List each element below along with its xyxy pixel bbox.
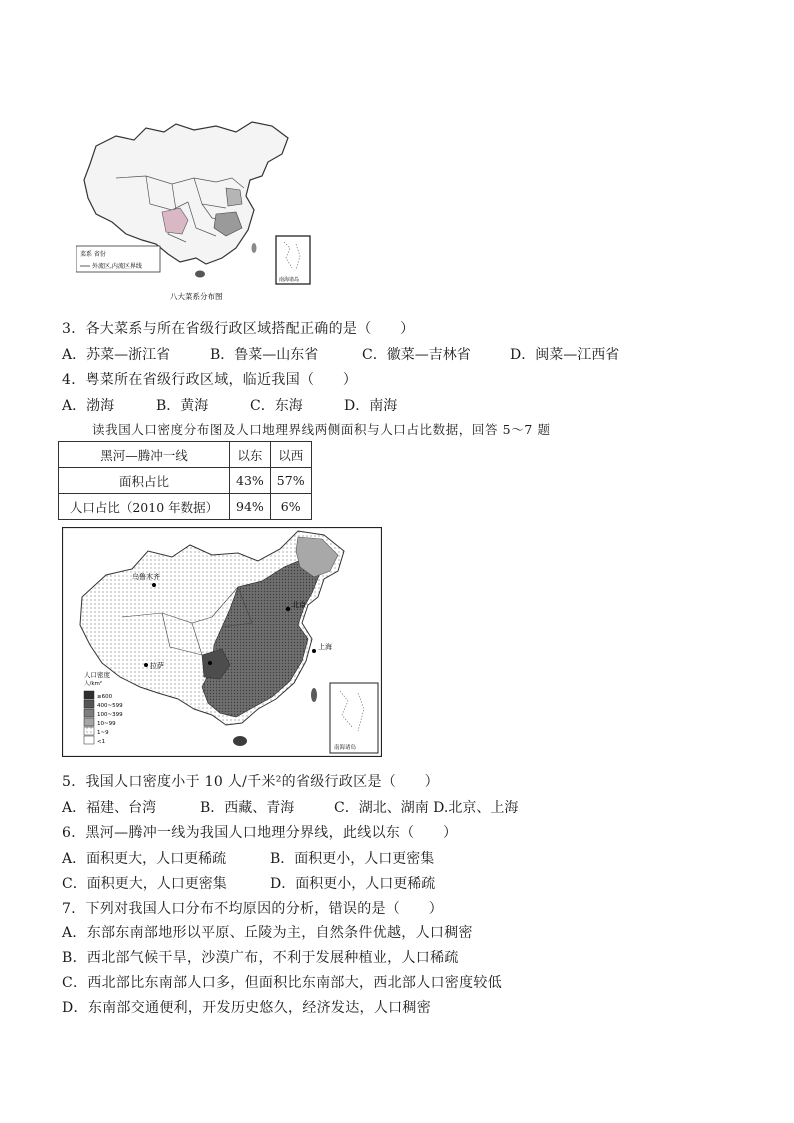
- map2-legend-item: 1~9: [97, 730, 109, 736]
- map2-legend-unit: 人/km²: [84, 681, 103, 687]
- table-row: [59, 468, 312, 494]
- q4-option-b: B．黄海: [156, 398, 209, 414]
- table-cell: 43%: [230, 468, 271, 494]
- map2-legend-item: ≥600: [97, 694, 113, 700]
- city-label-beijing: 北京: [292, 601, 306, 609]
- q3-option-a: A．苏菜—浙江省: [62, 347, 171, 363]
- map2-legend-title: 人口密度: [84, 671, 110, 679]
- city-label-lhasa: 拉萨: [150, 662, 164, 670]
- table-cell: 6%: [270, 494, 311, 520]
- cuisine-distribution-map: [76, 118, 316, 303]
- map1-inset-label: 南海诸岛: [279, 277, 300, 283]
- q6-option-a: A．面积更大，人口更稀疏: [62, 851, 227, 867]
- q7-option-b: B．西北部气候干旱，沙漠广布，不利于发展种植业，人口稀疏: [62, 950, 459, 966]
- table-header-cell: 以东: [230, 442, 271, 468]
- q5-option-b: B．西藏、青海: [200, 800, 295, 816]
- q6-option-c: C．面积更大，人口更密集: [62, 876, 227, 892]
- table-header-row: [59, 442, 312, 468]
- q4-option-c: C．东海: [250, 398, 303, 414]
- q5-option-c: C．湖北、湖南 D.北京、上海: [334, 800, 519, 816]
- city-label-shanghai: 上海: [318, 643, 332, 651]
- question-5-stem: 5．我国人口密度小于 10 人/千米²的省级行政区是（ ）: [62, 774, 439, 790]
- q7-option-a: A．东部东南部地形以平原、丘陵为主，自然条件优越，人口稠密: [62, 925, 473, 941]
- city-label-chengdu: 成都: [188, 655, 202, 663]
- q4-option-d: D．南海: [344, 398, 398, 414]
- map1-legend-boundary: 外流区,内流区界线: [92, 263, 142, 270]
- table-cell: 57%: [270, 468, 311, 494]
- table-cell: 人口占比（2010 年数据）: [59, 494, 230, 520]
- city-label-urumqi: 乌鲁木齐: [132, 573, 160, 581]
- table-cell: 面积占比: [59, 468, 230, 494]
- map2-legend-item: <1: [97, 739, 106, 745]
- q6-option-d: D．面积更小，人口更稀疏: [270, 876, 436, 892]
- q7-option-c: C．西北部比东南部人口多，但面积比东南部大，西北部人口密度较低: [62, 975, 503, 991]
- q7-option-d: D．东南部交通便利，开发历史悠久，经济发达，人口稠密: [62, 1000, 432, 1016]
- q3-option-c: C．徽菜—吉林省: [362, 347, 471, 363]
- population-line-table: [58, 441, 312, 520]
- section-intro: 读我国人口密度分布图及人口地理界线两侧面积与人口占比数据，回答 5～7 题: [92, 422, 551, 437]
- question-7-stem: 7．下列对我国人口分布不均原因的分析，错误的是（ ）: [62, 901, 444, 917]
- table-cell: 94%: [230, 494, 271, 520]
- table-header-cell: 黑河—腾冲一线: [59, 442, 230, 468]
- map2-legend-item: 400~599: [97, 703, 123, 709]
- q3-option-d: D．闽菜—江西省: [510, 347, 620, 363]
- table-header-cell: 以西: [270, 442, 311, 468]
- question-6-stem: 6．黑河—腾冲一线为我国人口地理分界线，此线以东（ ）: [62, 825, 458, 841]
- map2-legend-item: 10~99: [97, 721, 116, 727]
- q5-option-a: A．福建、台湾: [62, 800, 157, 816]
- table-row: [59, 494, 312, 520]
- map2-legend-item: 100~399: [97, 712, 123, 718]
- map1-legend-cuisine: 菜系 省份: [80, 251, 106, 258]
- question-4-stem: 4．粤菜所在省级行政区域，临近我国（ ）: [62, 372, 358, 388]
- map1-caption: 八大菜系分布图: [170, 292, 223, 301]
- map2-inset-label: 南海诸岛: [334, 745, 357, 751]
- question-3-stem: 3．各大菜系与所在省级行政区域搭配正确的是（ ）: [62, 321, 415, 337]
- q6-option-b: B．面积更小，人口更密集: [270, 851, 435, 867]
- q4-option-a: A．渤海: [62, 398, 115, 414]
- population-density-map: [62, 527, 382, 757]
- q3-option-b: B．鲁菜—山东省: [210, 347, 319, 363]
